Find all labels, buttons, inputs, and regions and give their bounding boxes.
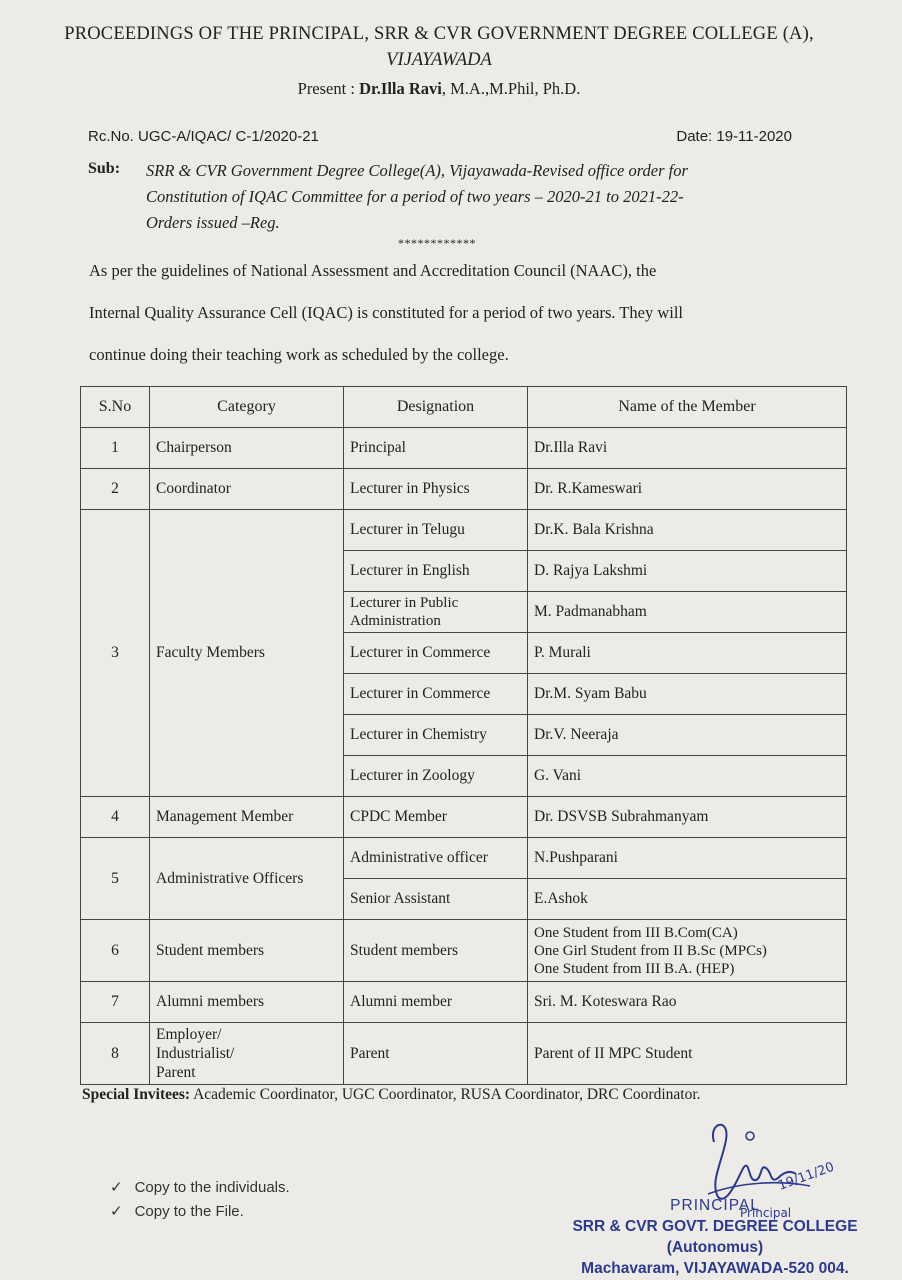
separator: ************ [398, 236, 476, 250]
body-line-3: continue doing their teaching work as scheduled by the college. [89, 345, 509, 364]
category-cell: Administrative Officers [150, 838, 344, 920]
header-member-name: Name of the Member [528, 387, 847, 428]
designation-cell: Lecturer in Commerce [344, 674, 528, 715]
designation-cell: Administrative officer [344, 838, 528, 879]
member-name-cell: Dr. DSVSB Subrahmanyam [528, 797, 847, 838]
signature-date: 19/11/20 [776, 1159, 837, 1194]
body-line-2: Internal Quality Assurance Cell (IQAC) is constituted for a period of two years. They will [89, 303, 684, 322]
table-row [81, 1023, 847, 1085]
member-name-cell: N.Pushparani [528, 838, 847, 879]
iqac-members-table [80, 386, 847, 1085]
member-name-cell: Dr.K. Bala Krishna [528, 510, 847, 551]
table-row [81, 428, 847, 469]
signature-label: Principal [740, 1206, 792, 1220]
designation-cell: Principal [344, 428, 528, 469]
designation-cell: CPDC Member [344, 797, 528, 838]
member-name-cell: G. Vani [528, 756, 847, 797]
designation-cell: Student members [344, 920, 528, 982]
principal-seal: PRINCIPAL SRR & CVR GOVT. DEGREE COLLEGE (Autonomus) Machavaram, VIJAYAWADA-520 004. [572, 1197, 858, 1277]
check-icon: ✓ [110, 1179, 123, 1196]
sno-cell: 7 [81, 982, 150, 1023]
header-category: Category [150, 387, 344, 428]
header-present: Present : Dr.Illa Ravi, M.A.,M.Phil, Ph.D. [297, 79, 581, 98]
designation-cell: Lecturer in English [344, 551, 528, 592]
table-row [81, 469, 847, 510]
member-name-cell: Dr.V. Neeraja [528, 715, 847, 756]
subject-text: SRR & CVR Government Degree College(A), Vijayawada-Revised office order for Constitution of IQAC Committee for a period of two years – 2020-21 to 2021-22- Orders issued –Reg. [146, 161, 688, 232]
sno-cell: 8 [81, 1023, 150, 1085]
designation-cell: Lecturer in Commerce [344, 633, 528, 674]
category-cell: Coordinator [150, 469, 344, 510]
member-name-cell: P. Murali [528, 633, 847, 674]
header-designation: Designation [344, 387, 528, 428]
table-row [81, 838, 847, 879]
table-header-row [81, 387, 847, 428]
designation-cell: Lecturer in Telugu [344, 510, 528, 551]
category-cell: Employer/ Industrialist/ Parent [150, 1023, 344, 1085]
sno-cell: 3 [81, 510, 150, 797]
check-icon: ✓ [110, 1203, 123, 1220]
sno-cell: 2 [81, 469, 150, 510]
sno-cell: 5 [81, 838, 150, 920]
subject-label: Sub: [88, 160, 121, 177]
member-name-cell: E.Ashok [528, 879, 847, 920]
order-date: Date: 19-11-2020 [676, 128, 792, 145]
member-name-cell: One Student from III B.Com(CA) One Girl Student from II B.Sc (MPCs) One Student from III B.A. (HEP) [528, 920, 847, 982]
header-title: PROCEEDINGS OF THE PRINCIPAL, SRR & CVR GOVERNMENT DEGREE COLLEGE (A), [64, 24, 814, 44]
category-cell: Student members [150, 920, 344, 982]
header-city: VIJAYAWADA [386, 50, 492, 70]
member-name-cell: Sri. M. Koteswara Rao [528, 982, 847, 1023]
table-row [81, 797, 847, 838]
sno-cell: 4 [81, 797, 150, 838]
designation-cell: Parent [344, 1023, 528, 1085]
member-name-cell: Dr.M. Syam Babu [528, 674, 847, 715]
category-cell: Management Member [150, 797, 344, 838]
special-invitees: Special Invitees: Academic Coordinator, UGC Coordinator, RUSA Coordinator, DRC Coordinator. [82, 1086, 701, 1103]
body-line-1: As per the guidelines of National Assessment and Accreditation Council (NAAC), the [89, 261, 657, 280]
category-cell: Chairperson [150, 428, 344, 469]
copy-item: ✓ Copy to the individuals. [110, 1179, 290, 1196]
reference-number: Rc.No. UGC-A/IQAC/ C-1/2020-21 [88, 128, 319, 145]
sno-cell: 1 [81, 428, 150, 469]
table-row [81, 510, 847, 551]
designation-cell: Lecturer in Zoology [344, 756, 528, 797]
designation-cell: Alumni member [344, 982, 528, 1023]
copy-item: ✓ Copy to the File. [110, 1203, 244, 1220]
sno-cell: 6 [81, 920, 150, 982]
header-sno: S.No [81, 387, 150, 428]
designation-cell: Lecturer in Public Administration [344, 592, 528, 633]
member-name-cell: Dr. R.Kameswari [528, 469, 847, 510]
member-name-cell: Parent of II MPC Student [528, 1023, 847, 1085]
category-cell: Alumni members [150, 982, 344, 1023]
designation-cell: Lecturer in Chemistry [344, 715, 528, 756]
member-name-cell: M. Padmanabham [528, 592, 847, 633]
table-row [81, 920, 847, 982]
member-name-cell: Dr.Illa Ravi [528, 428, 847, 469]
designation-cell: Senior Assistant [344, 879, 528, 920]
category-cell: Faculty Members [150, 510, 344, 797]
designation-cell: Lecturer in Physics [344, 469, 528, 510]
member-name-cell: D. Rajya Lakshmi [528, 551, 847, 592]
table-row [81, 982, 847, 1023]
